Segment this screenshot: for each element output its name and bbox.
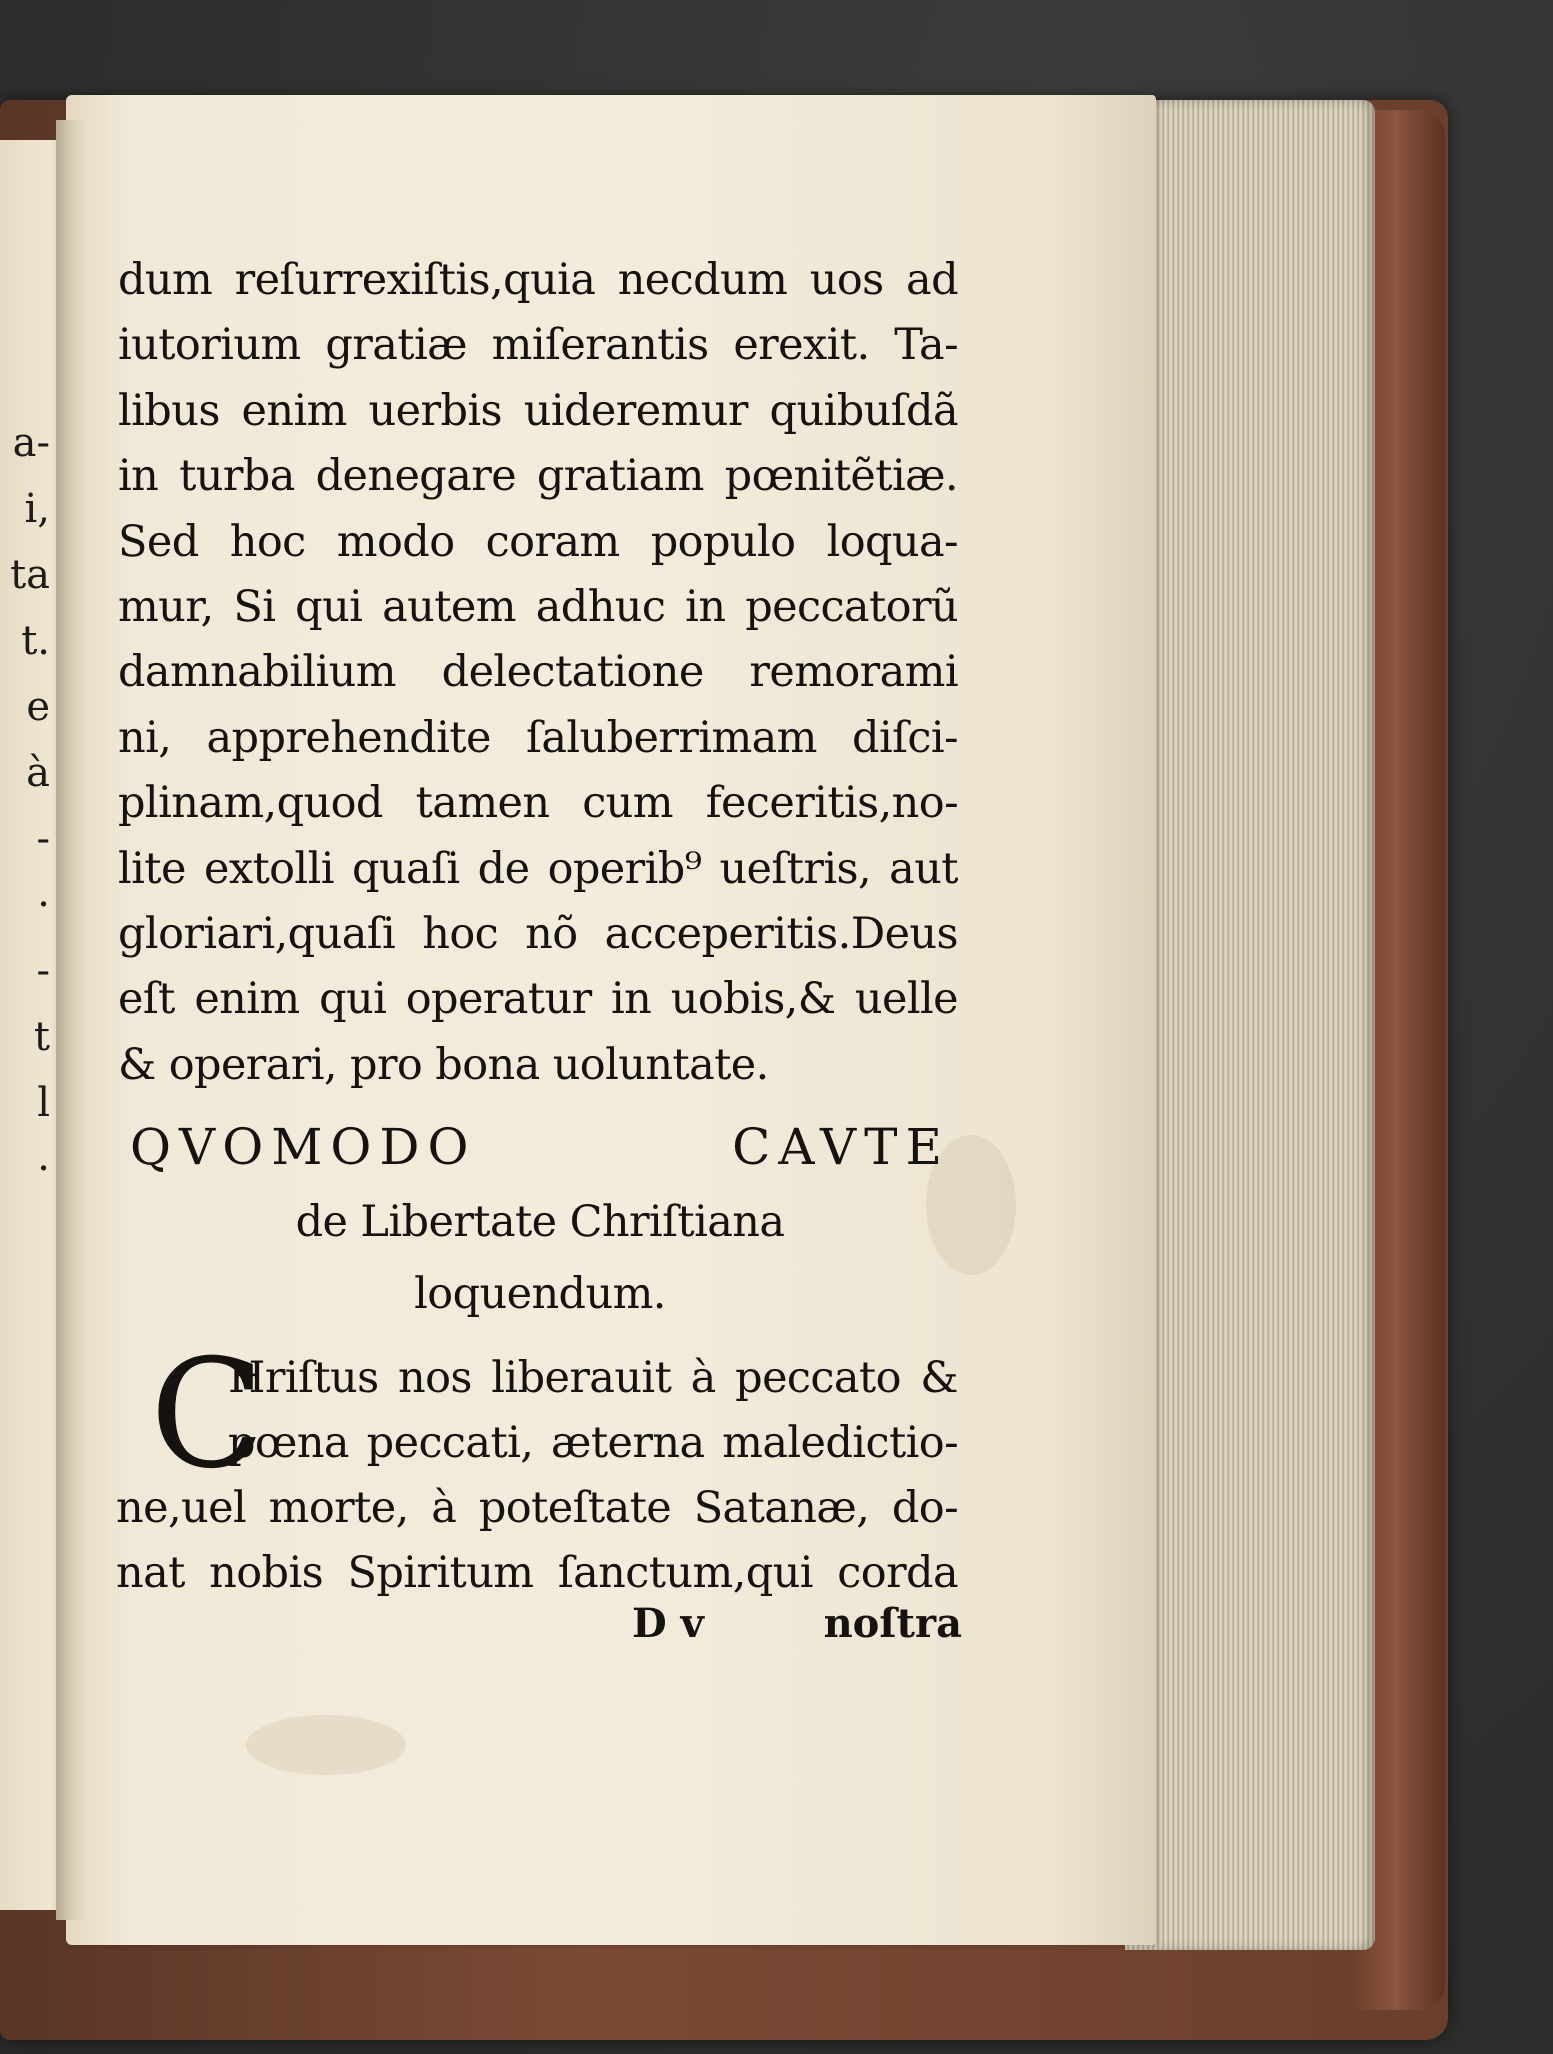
page-block-edges	[1125, 100, 1375, 1950]
heading-line-1: QVOMODO CAVTE	[130, 1118, 950, 1176]
page-footer	[632, 1600, 962, 1647]
left-glyph: -	[36, 948, 50, 994]
text-line: mur, Si qui autem adhuc in peccatorũ	[118, 581, 958, 632]
heading-line-2: de Libertate Chriſtiana	[295, 1197, 785, 1247]
text-line: Sed hoc modo coram populo loqua-	[118, 516, 958, 567]
left-glyph: t	[33, 1014, 50, 1060]
text-line: lite extolli quaſi de operib⁹ ueſtris, aut	[118, 843, 958, 894]
left-glyph: à	[26, 750, 50, 796]
paragraph-2	[116, 1346, 958, 1606]
left-glyph: i,	[24, 486, 50, 532]
left-glyph: ·	[37, 882, 50, 928]
text-line: nat nobis Spiritum ſanctum,qui corda	[116, 1548, 958, 1598]
text-line: dum reſurrexiſtis,quia necdum uos ad	[118, 255, 958, 305]
text-line: eſt enim qui operatur in uobis,& uelle	[118, 974, 958, 1025]
text-line: pœna peccati, æterna maledictio-	[228, 1418, 958, 1468]
section-heading	[130, 1108, 950, 1330]
text-line: Hriſtus nos liberauit à peccato &	[228, 1353, 958, 1403]
text-line: plinam,quod tamen cum feceritis,no-	[118, 778, 958, 829]
heading-line-3: loquendum.	[414, 1269, 666, 1319]
left-page-margin-text	[0, 410, 50, 1202]
signature-mark: D v	[632, 1600, 704, 1647]
main-text-block	[118, 248, 958, 1098]
foxing-stain	[246, 1715, 406, 1775]
drop-capital: C	[150, 1328, 265, 1502]
text-line: in turba denegare gratiam pœnitẽtiæ.	[118, 451, 958, 502]
left-glyph: a-	[12, 420, 50, 466]
left-glyph: -	[36, 816, 50, 862]
text-line: damnabilium delectatione remorami	[118, 647, 958, 698]
left-glyph: e	[26, 684, 50, 730]
text-line: ne,uel morte, à poteſtate Satanæ, do-	[116, 1483, 958, 1533]
text-line: gloriari,quaſi hoc nõ acceperitis.Deus	[118, 908, 958, 959]
text-line: ni, apprehendite ſaluberrimam diſci-	[118, 712, 958, 763]
left-glyph: ·	[37, 1146, 50, 1192]
left-glyph: ta	[10, 552, 50, 598]
text-line: & operari, pro bona uoluntate.	[118, 1039, 769, 1090]
text-line: libus enim uerbis uideremur quibuſdã	[118, 385, 958, 436]
left-glyph: l	[37, 1080, 50, 1126]
catchword: noſtra	[823, 1600, 962, 1647]
book-gutter	[56, 120, 86, 1920]
text-line: iutorium gratiæ miſerantis erexit. Ta-	[118, 320, 958, 371]
left-glyph: t.	[21, 618, 50, 664]
